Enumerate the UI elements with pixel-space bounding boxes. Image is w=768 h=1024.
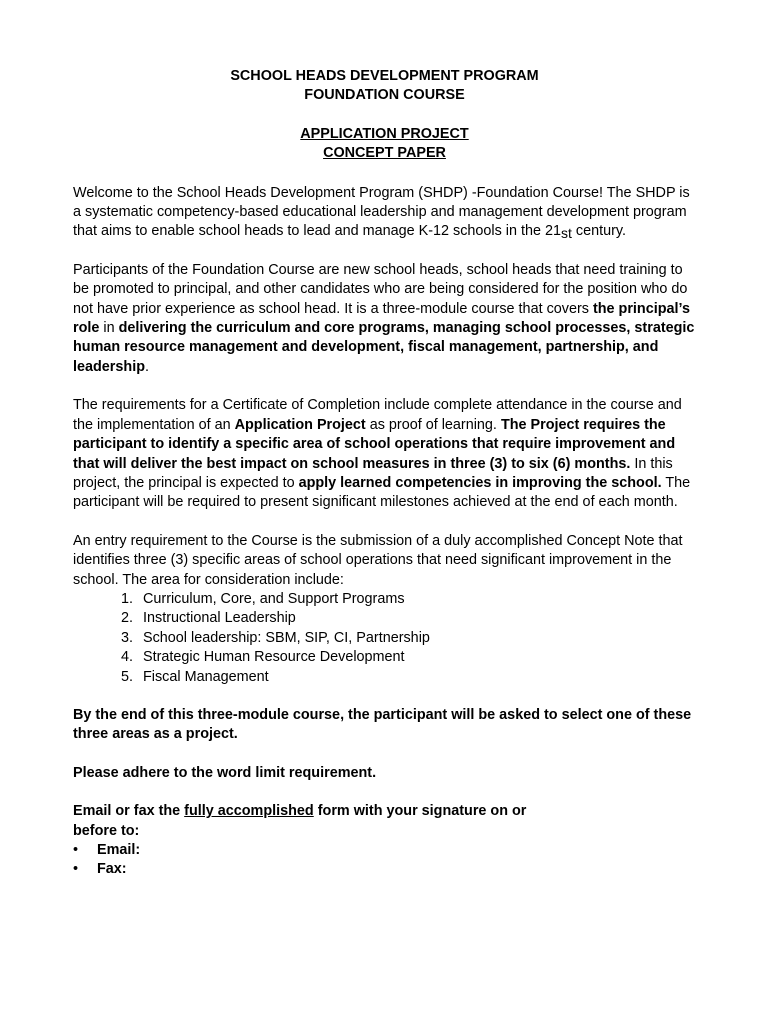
intro-paragraph: [73, 184, 696, 242]
submission-text-1: Email or fax the: [73, 803, 185, 820]
bullet-icon: •: [73, 842, 79, 858]
contact-fax-label: Fax:: [97, 861, 127, 878]
list-item: [121, 609, 696, 628]
program-title: [73, 67, 696, 106]
contact-email-label: Email:: [97, 842, 141, 858]
areas-list: [73, 590, 696, 687]
list-item-number: 5.: [121, 668, 134, 685]
requirements-paragraph: [73, 396, 696, 512]
document-subtitle: [73, 125, 696, 164]
contact-email-item: [73, 841, 696, 860]
program-title-line1: SCHOOL HEADS DEVELOPMENT PROGRAM: [230, 68, 539, 84]
requirements-text-2: as proof of learning.: [365, 416, 501, 433]
selection-paragraph: By the end of this three-module course, the participant will be asked to select one of these three areas as a project.: [73, 706, 692, 743]
requirements-text-3: In this project, the principal is expected to: [73, 455, 673, 491]
list-item-number: 1.: [121, 590, 134, 607]
ordinal-suffix: st: [561, 225, 572, 242]
participants-bold-1: the principal’s role: [73, 300, 690, 337]
participants-paragraph: [73, 261, 696, 377]
submission-text-2: form with your signature on or before to:: [73, 803, 527, 839]
list-item: [121, 629, 696, 648]
intro-tail: century.: [571, 223, 627, 240]
intro-text: Welcome to the School Heads Development Program (SHDP) -Foundation Course! The SHDP is a systematic competency-based educational leadership and management development program that aims to enable school heads to lead and manage K-12 schools in the 21: [73, 184, 690, 240]
requirements-bold-2: The Project requires the participant to identify a specific area of school operations that require improvement and that will deliver the best impact on school measures in three (3) to six (6) months.: [73, 416, 676, 472]
program-title-line2: FOUNDATION COURSE: [304, 87, 465, 104]
list-item-number: 3.: [121, 629, 134, 646]
submission-underline: fully accomplished: [184, 803, 314, 820]
contact-fax-item: [73, 860, 696, 879]
contact-list: [73, 841, 696, 880]
participants-bold-2: delivering the curriculum and core programs, managing school processes, strategic human resource management and development, fiscal management, partnership, and leadership: [73, 320, 695, 375]
list-item: [121, 668, 696, 687]
list-item-label: Curriculum, Core, and Support Programs: [143, 590, 405, 607]
bullet-icon: •: [73, 861, 79, 878]
list-item-label: Instructional Leadership: [143, 610, 296, 627]
requirements-bold-1: Application Project: [234, 416, 366, 433]
entry-requirement-paragraph: An entry requirement to the Course is the submission of a duly accomplished Concept Note that identifies three (3) specific areas of school operations that need significant improvement in the school. The area for consideration include:: [73, 532, 683, 588]
requirements-text-4: The participant will be required to present significant milestones achieved at the end of each month.: [73, 474, 691, 511]
list-item-number: 4.: [121, 649, 134, 666]
requirements-text-1: The requirements for a Certificate of Completion include complete attendance in the course and the implementation of an: [73, 397, 682, 433]
document-subtitle-line2: CONCEPT PAPER: [323, 145, 446, 162]
list-item-label: School leadership: SBM, SIP, CI, Partnership: [143, 629, 430, 646]
participants-text-1: Participants of the Foundation Course are new school heads, school heads that need training to be promoted to principal, and other candidates who are being considered for the position who do not have prior experience as school head. It is a three-module course that covers: [73, 261, 688, 317]
list-item-label: Strategic Human Resource Development: [143, 649, 405, 666]
word-limit-paragraph: Please adhere to the word limit requirement.: [73, 764, 377, 781]
participants-text-2: in: [99, 320, 119, 337]
list-item-label: Fiscal Management: [143, 668, 269, 685]
document-subtitle-line1: APPLICATION PROJECT: [300, 125, 469, 142]
submission-paragraph: [73, 802, 573, 841]
list-item-number: 2.: [121, 610, 134, 627]
participants-text-3: .: [144, 358, 149, 375]
list-item: [121, 648, 696, 667]
list-item: [121, 590, 696, 609]
requirements-bold-3: apply learned competencies in improving the school.: [298, 474, 662, 491]
